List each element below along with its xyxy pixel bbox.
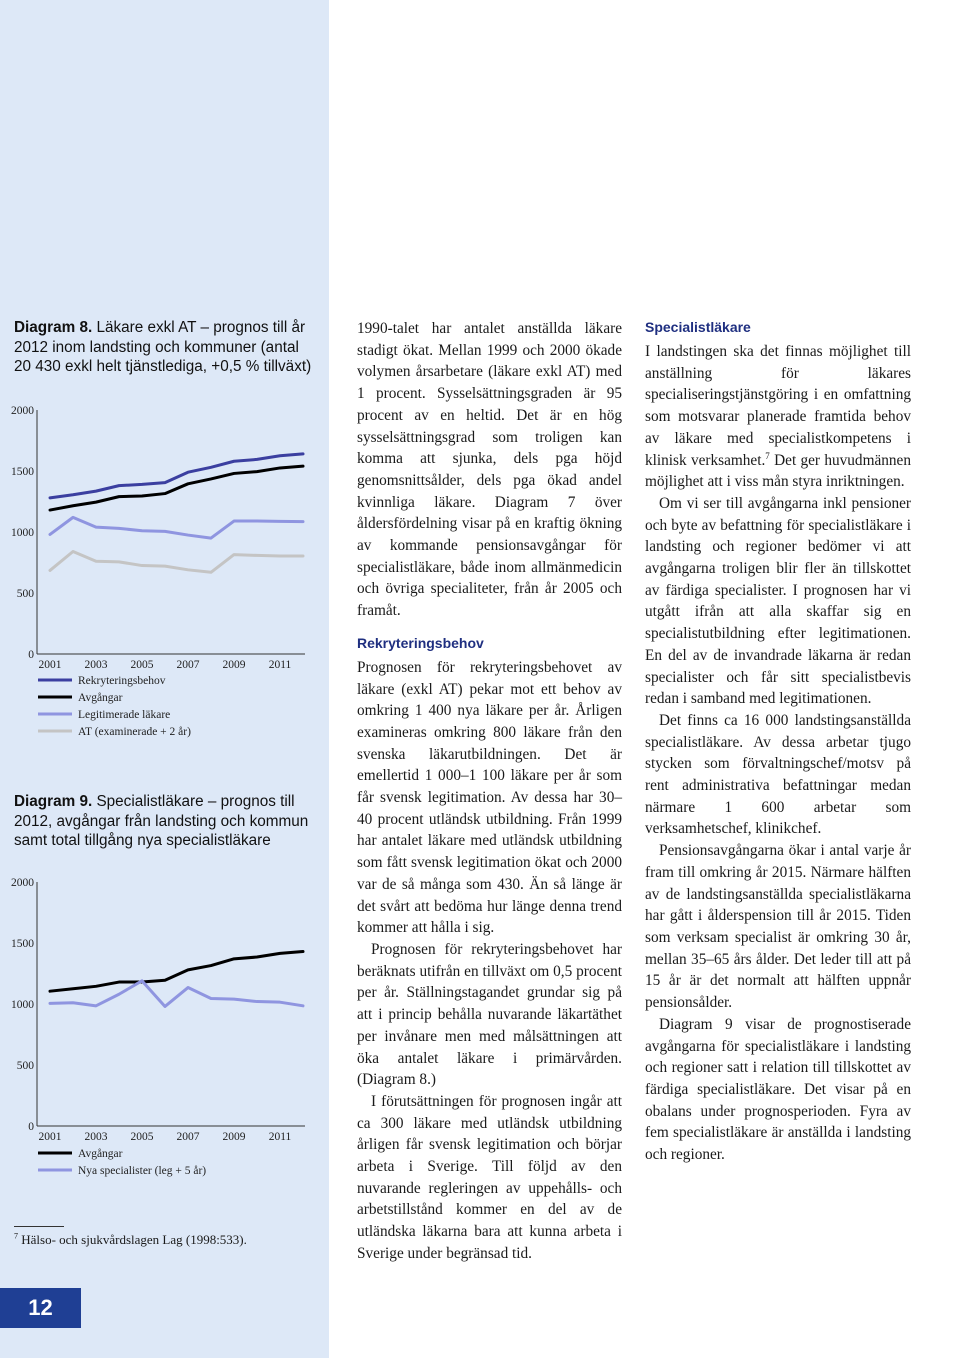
footnote-number: 7 [14,1231,18,1241]
legend-label-avgangar: Avgångar [78,1148,123,1160]
diagram9-title: Specialistläkare – prognos till 2012, avgångar från landsting och kommun samt total tillgång nya specialistläkare [14,793,309,849]
x-tick-label: 2011 [268,659,292,671]
x-tick-label: 2003 [84,1131,108,1143]
series-line-nya [50,981,303,1007]
footnote [14,1232,247,1248]
heading-specialistlakare: Specialistläkare [645,319,751,335]
legend-label-legitimerade: Legitimerade läkare [78,709,171,721]
x-tick-label: 2005 [130,1131,154,1143]
y-tick-label: 2000 [11,405,34,417]
diagram9-caption [14,792,319,851]
text-column-right [645,318,911,1166]
heading-rekryteringsbehov: Rekryteringsbehov [357,634,484,651]
diagram8-title: Läkare exkl AT – prognos till år 2012 inom landsting och kommuner (antal 20 430 exkl helt tjänstlediga, +0,5 % tillväxt) [14,319,312,375]
x-tick-label: 2001 [38,659,62,671]
diagram9-chart [0,870,329,1190]
x-tick-label: 2001 [38,1131,62,1143]
paragraph: I förutsättningen för prognosen ingår att ca 300 läkare med utländsk utbildning årligen får svensk legitimation och börjar arbeta i Sverige. Till följd av den nuvarande regleringen av uppehålls- och arbetstillstånd kommer en del av de utländska läkarna bara att kunna arbeta i Sverige under begränsad tid. [357,1092,622,1262]
diagram8-label: Diagram 8. [14,319,93,336]
paragraph-text: I landstingen ska det finnas möjlighet till anställning för läkares specialiseringstjänstgöring i en omfattning som motsvarar planerade framtida behov av läkare med specialistkompetens i klinisk verksamhet. [645,343,911,469]
y-tick-label: 1500 [11,938,34,950]
y-tick-label: 500 [16,588,34,600]
y-tick-label: 1000 [11,999,34,1011]
y-tick-label: 0 [28,1121,34,1133]
x-tick-label: 2003 [84,659,108,671]
paragraph: Diagram 9 visar de prognostiserade avgångarna för specialistläkare i landsting och regioner satt i relation till tillskottet av färdiga specialistläkare. Det visar på en obalans under prognosperioden. Fyra av fem specialistläkare är anställda i landsting och regioner. [645,1015,911,1164]
x-tick-label: 2007 [176,1131,200,1143]
footnote-rule [14,1226,64,1227]
paragraph: Prognosen för rekryteringsbehovet har beräknats utifrån en tillväxt om 0,5 procent per år. Ställningstagandet grundar sig på att i princip behålla nuvarande läkartäthet per invånare men med målsättningen att öka antalet läkare i primärvården. (Diagram 8.) [357,940,622,1089]
paragraph: Pensionsavgångarna ökar i antal varje år fram till omkring år 2015. Närmare hälften av de landstingsanställda specialistläkarna har gått i ålderspension till år 2015. Tiden som verksam specialist är omkring 30 år, mellan 35–65 års ålder. Det leder till att på 15 år är det normalt att hälften uppnår pensionsålder. [645,842,911,1012]
x-tick-label: 2009 [222,659,246,671]
paragraph: 1990-talet har antalet anställda läkare stadigt ökat. Mellan 1999 och 2000 ökade volymen årsarbetare (läkare exkl AT) med 1 procent. Sysselsättningsgraden är 95 procent av en heltid. Det är en hög sysselsättningsgrad som troligen kan komma att sjunka, dels pga höjd genomsnittsålder, dels pga ökad andel kvinnliga läkare. Diagram 7 över åldersfördelning visar på en kraftig ökning av kommande pensionsavgångar för specialistläkare, både inom allmänmedicin och övriga specialiteter, från år 2005 och framåt. [357,320,622,620]
y-tick-label: 1500 [11,466,34,478]
paragraph: Det finns ca 16 000 landstingsanställda specialistläkare. Av dessa arbetar tjugo stycken som förvaltningschef/motsv på rent administrativa befattningar medan närmare 1 600 arbetar som verksamhetschef, klinikchef. [645,711,911,838]
diagram8-caption [14,318,319,377]
paragraph [645,341,911,493]
x-tick-label: 2007 [176,659,200,671]
y-tick-label: 500 [16,1060,34,1072]
series-line-rekrytering [50,454,303,498]
y-tick-label: 1000 [11,527,34,539]
series-line-avgangar [50,466,303,510]
series-line-legitimerade [50,517,303,538]
text-column-middle [357,318,622,1265]
x-tick-label: 2005 [130,659,154,671]
legend-label-at: AT (examinerade + 2 år) [78,726,191,738]
y-tick-label: 0 [28,649,34,661]
x-tick-label: 2009 [222,1131,246,1143]
footnote-ref: 7 [765,450,770,461]
paragraph-text: Det ger huvudmännen möjlighet att i viss mån styra inriktningen. [645,451,911,491]
diagram8-chart [0,398,329,748]
legend-label-rekrytering: Rekryteringsbehov [78,675,166,687]
footnote-text: Hälso- och sjukvårdslagen Lag (1998:533). [21,1232,247,1247]
diagram9-label: Diagram 9. [14,793,93,810]
legend-label-nya: Nya specialister (leg + 5 år) [78,1165,207,1177]
paragraph: Prognosen för rekryteringsbehovet av läkare (exkl AT) pekar mot ett behov av omkring 1 400 nya läkare per år. Årligen examineras omkring 800 läkare från den svenska läkarutbildningen. Det är emellertid 1 000–1 100 läkare per år som får svensk legitimation. Av dessa har 30–40 procent utländsk utbildning. Från 1999 har antalet läkare med utländsk utbildning som fått svensk legitimation ökat och 2000 var de så många som 430. Än så länge är det svårt att bedöma hur länge denna trend kommer att hålla i sig. [357,658,622,937]
x-tick-label: 2011 [268,1131,292,1143]
page-number: 12 [0,1288,81,1328]
series-line-avgangar [50,952,303,992]
paragraph: Om vi ser till avgångarna inkl pensioner och byte av befattning för specialistläkare i landsting och regioner bedömer vi att avgångarna troligen blir fler än tillskottet av färdiga specialister. I prognosen har vi utgått ifrån att alla skaffar sig en specialistutbildning efter legitimationen. En del av de invandrade läkarna är redan specialister och får sitt specialistbevis redan i samband med legitimationen. [645,494,911,708]
y-tick-label: 2000 [11,877,34,889]
series-line-at [50,552,303,573]
legend-label-avgangar: Avgångar [78,692,123,704]
